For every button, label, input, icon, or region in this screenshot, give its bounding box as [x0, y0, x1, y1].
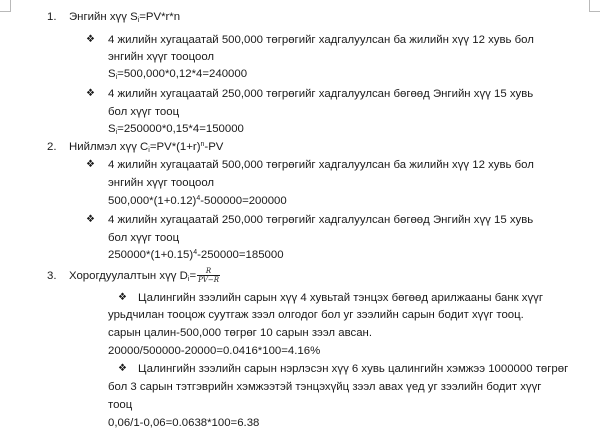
- bullet-diamond-icon: ❖: [118, 292, 127, 303]
- problem-text: 4 жилийн хугацаатай 250,000 төгрөгийг хадгалуулсан бөгөөд Энгийн хүү 15 хувь: [108, 88, 534, 100]
- solution-formula: $S_i=250000*0,15*4=150000$: [108, 123, 244, 136]
- problem-text: бол хүүг тооц: [108, 106, 180, 118]
- problem-text: бол хүүг тооц: [108, 232, 180, 244]
- fraction-formula: $\frac{R}{PV-R}$: [198, 267, 219, 285]
- problem-text: энгийн хүүг тооцоол: [108, 177, 215, 189]
- solution-formula: $500,000*(1+0.12)^4-500000=200000$: [108, 195, 287, 207]
- bullet-diamond-icon: ❖: [118, 363, 127, 374]
- problem-text: 4 жилийн хугацаатай 250,000 төгрөгийг хадгалуулсан бөгөөд Энгийн хүү 15 хувь: [108, 214, 534, 226]
- section-heading: Нийлмэл хүү $C_i=PV*(1+r)^n-PV$: [69, 141, 224, 154]
- bullet-diamond-icon: ❖: [86, 88, 95, 99]
- problem-text: сарын цалин-500,000 төгрөг 10 сарын зээл авсан.: [108, 327, 372, 339]
- problem-text: бол 3 сарын тэтгэврийн хэмжээтэй тэнцэхүйц зээл авах үед уг зээлийн бодит хүүг: [108, 381, 542, 393]
- section-1-heading-line: [47, 9, 180, 25]
- page-corner-mark-left: [0, 0, 11, 12]
- section-heading: Хорогдуулалтын хүү $D_i=$ $\frac{R}{PV-R}$: [69, 267, 219, 285]
- page-corner-mark-right: [589, 0, 600, 12]
- section-heading: Энгийн хүү $S_i=PV*r*n$: [69, 11, 181, 24]
- bullet-diamond-icon: ❖: [86, 159, 95, 170]
- solution-formula: 0,06/1-0,06=0.0638*100=6.38: [108, 417, 260, 429]
- section-number: 3.: [47, 270, 57, 282]
- section-3-heading-line: [47, 266, 220, 286]
- problem-text: Цалингийн зээлийн сарын хүү 4 хувьтай тэнцэх бөгөөд арилжааны банк хүүг: [138, 292, 544, 304]
- problem-text: 4 жилийн хугацаатай 500,000 төгрөгийг хадгалуулсан ба жилийн хүү 12 хувь бол: [108, 159, 534, 171]
- solution-formula: 20000/500000-20000=0.0416*100=4.16%: [108, 345, 321, 357]
- bullet-diamond-icon: ❖: [86, 34, 95, 45]
- section-2-heading-line: [47, 139, 223, 155]
- solution-formula: $S_i=500,000*0,12*4=240000$: [108, 68, 248, 81]
- solution-formula: $250000*(1+0.15)^4-250000=185000$: [108, 249, 284, 261]
- problem-text: тооц: [108, 399, 133, 411]
- problem-text: энгийн хүүг тооцоол: [108, 51, 215, 63]
- problem-text: 4 жилийн хугацаатай 500,000 төгрөгийг хадгалуулсан ба жилийн хүү 12 хувь бол: [108, 34, 534, 46]
- bullet-diamond-icon: ❖: [86, 214, 95, 225]
- section-number: 1.: [47, 11, 57, 23]
- section-number: 2.: [47, 141, 57, 153]
- problem-text: Цалингийн зээлийн сарын нэрлэсэн хүү 6 хувь цалингийн хэмжээ 1000000 төгрөг: [138, 363, 569, 375]
- problem-text: урьдчилан тооцож суутгаж зээл олгодог бол уг зээлийн сарын бодит хүүг тооц.: [108, 309, 524, 321]
